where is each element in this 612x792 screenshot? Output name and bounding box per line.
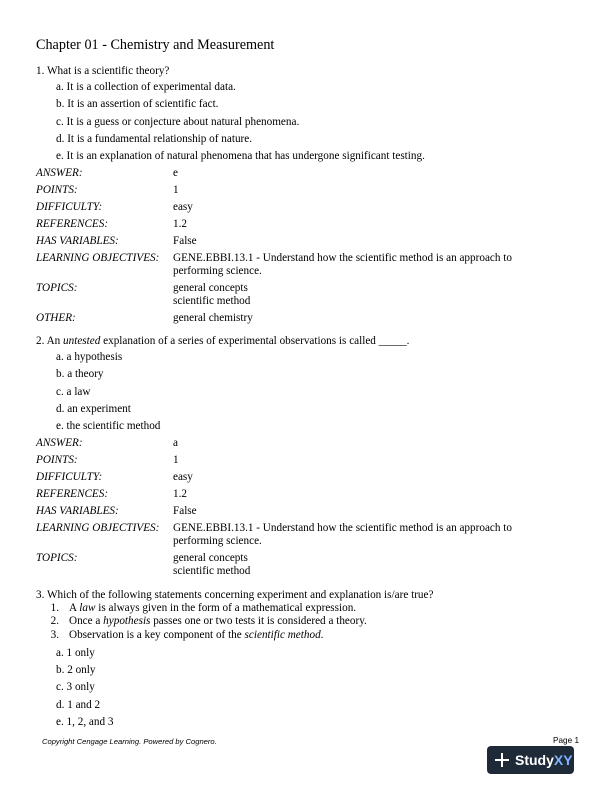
brand-accent: XY [553, 752, 573, 768]
statement-3: 3. Observation is a key component of the scientific method. [50, 628, 324, 641]
choice-c: c. a law [56, 385, 91, 398]
choice-b: b. 2 only [56, 664, 96, 677]
meta-other: OTHER: general chemistry [36, 312, 253, 325]
meta-points: POINTS: 1 [36, 454, 179, 467]
question-2 [36, 333, 581, 580]
question-3-stem: 3. Which of the following statements concerning experiment and explanation is/are true? [36, 589, 434, 601]
meta-difficulty: DIFFICULTY: easy [36, 471, 193, 484]
meta-answer: ANSWER: a [36, 437, 178, 450]
question-1 [36, 63, 581, 327]
plus-icon [495, 753, 509, 767]
brand-name: Study [515, 752, 554, 768]
chapter-title: Chapter 01 - Chemistry and Measurement [36, 37, 275, 53]
choice-d: d. an experiment [56, 402, 131, 415]
meta-topics: TOPICS: general concepts scientific method [36, 282, 251, 308]
choice-b: b. It is an assertion of scientific fact. [56, 98, 219, 111]
meta-answer: ANSWER: e [36, 167, 178, 180]
meta-has-variables: HAS VARIABLES: False [36, 235, 197, 248]
choice-a: a. a hypothesis [56, 351, 123, 363]
meta-references: REFERENCES: 1.2 [36, 218, 187, 231]
choice-d: d. 1 and 2 [56, 698, 101, 711]
statement-1: 1. A law is always given in the form of a mathematical expression. [50, 602, 357, 614]
choice-c: c. 3 only [56, 681, 95, 694]
meta-has-variables: HAS VARIABLES: False [36, 505, 197, 518]
choice-b: b. a theory [56, 368, 104, 381]
meta-learning-objectives: LEARNING OBJECTIVES: GENE.EBBI.13.1 - Understand how the scientific method is an approach to performing science. [36, 522, 512, 548]
meta-difficulty: DIFFICULTY: easy [36, 201, 193, 214]
meta-references: REFERENCES: 1.2 [36, 488, 187, 501]
choice-e: e. 1, 2, and 3 [56, 716, 114, 729]
choice-c: c. It is a guess or conjecture about natural phenomena. [56, 115, 300, 128]
choice-a: a. It is a collection of experimental data. [56, 81, 236, 93]
question-2-stem: 2. An untested explanation of a series of experimental observations is called _____. [36, 335, 410, 347]
page-number: Page 1 [553, 736, 579, 745]
footer-copyright: Copyright Cengage Learning. Powered by Cognero. [42, 737, 217, 746]
studyxy-logo[interactable] [487, 746, 574, 774]
statement-2: 2. Once a hypothesis passes one or two tests it is considered a theory. [50, 615, 367, 628]
meta-learning-objectives: LEARNING OBJECTIVES: GENE.EBBI.13.1 - Understand how the scientific method is an approach to performing science. [36, 252, 512, 278]
choice-a: a. 1 only [56, 646, 95, 659]
choice-d: d. It is a fundamental relationship of nature. [56, 132, 253, 145]
meta-topics: TOPICS: general concepts scientific method [36, 552, 251, 578]
meta-points: POINTS: 1 [36, 184, 179, 197]
choice-e: e. the scientific method [56, 420, 161, 433]
question-1-stem: 1. What is a scientific theory? [36, 65, 170, 77]
choice-e: e. It is an explanation of natural phenomena that has undergone significant testing. [56, 150, 425, 163]
question-3 [36, 588, 581, 731]
